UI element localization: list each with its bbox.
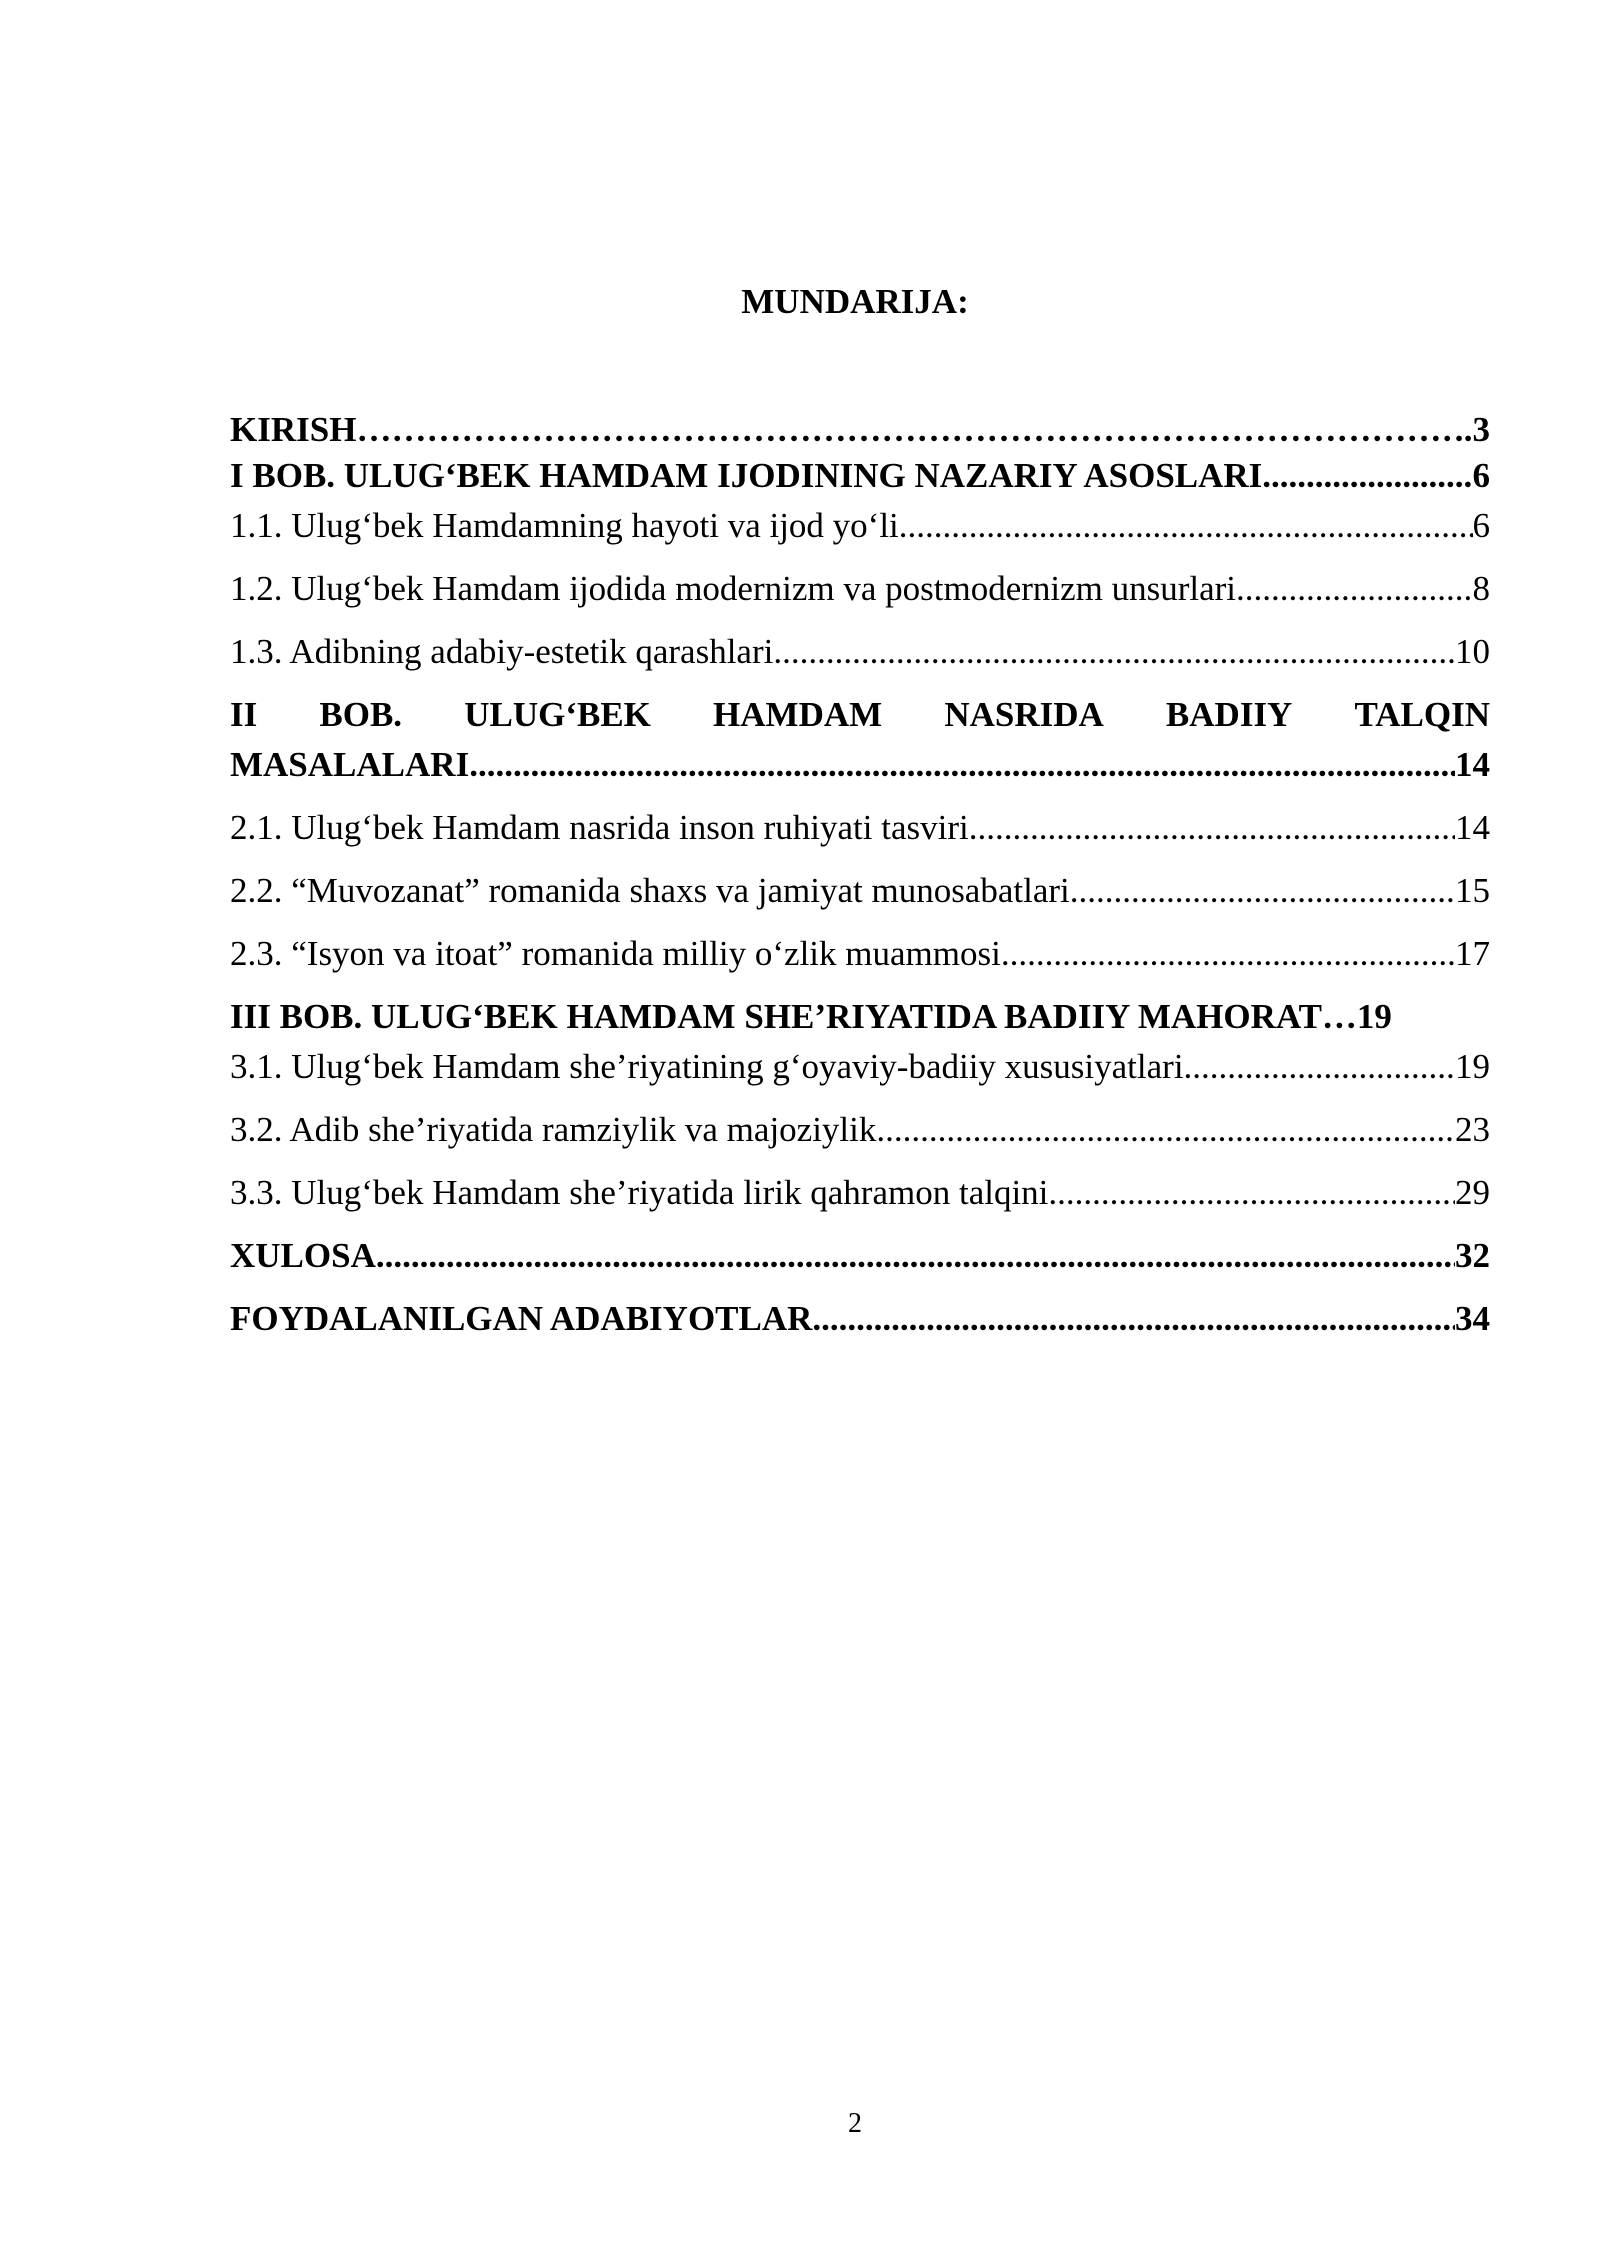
toc-entry-label: 2.3. “Isyon va itoat” romanida milliy o‘zlik muammosi	[230, 934, 1001, 973]
toc-entry-section-1-2[interactable]	[230, 564, 1490, 627]
toc-leader-dots	[376, 1231, 1455, 1281]
toc-entry-kirish[interactable]	[230, 408, 1490, 451]
toc-leader-dots	[1070, 866, 1455, 916]
toc-entry-chapter-3[interactable]	[230, 992, 1490, 1042]
toc-entry-section-2-3[interactable]	[230, 929, 1490, 992]
toc-word: BADIIY	[1165, 695, 1293, 734]
toc-entry-xulosa[interactable]	[230, 1231, 1490, 1294]
toc-entry-page: 10	[1455, 632, 1490, 671]
toc-entry-label: KIRISH	[230, 410, 357, 449]
toc-leader-dots	[899, 501, 1473, 551]
toc-entry-page: 6	[1472, 456, 1490, 495]
toc-entry-page: 29	[1455, 1173, 1490, 1212]
toc-entry-label: 2.2. “Muvozanat” romanida shaxs va jamiyat munosabatlari	[230, 871, 1070, 910]
toc-leader-dots	[773, 627, 1455, 677]
toc-word: BOB.	[319, 695, 403, 734]
toc-entry-section-3-2[interactable]	[230, 1105, 1490, 1168]
toc-leader-dots	[1236, 564, 1472, 614]
toc-entry-page: 8	[1472, 569, 1490, 608]
toc-entry-page: 14	[1455, 808, 1490, 847]
toc-entry-label: 2.1. Ulug‘bek Hamdam nasrida inson ruhiyati tasviri	[230, 808, 969, 847]
toc-entry-label-line-2	[230, 740, 1490, 803]
toc-entry-label: 1.2. Ulug‘bek Hamdam ijodida modernizm va postmodernizm unsurlari	[230, 569, 1237, 608]
toc-entry-label: XULOSA	[230, 1236, 376, 1275]
toc-entry-label: FOYDALANILGAN ADABIYOTLAR	[230, 1299, 813, 1338]
toc-entry-page: 19	[1455, 1047, 1490, 1086]
toc-entry-page: 6	[1472, 506, 1490, 545]
toc-word: TALQIN	[1354, 695, 1490, 734]
toc-entry-chapter-1[interactable]	[230, 451, 1490, 501]
page-number: 2	[848, 2108, 862, 2139]
toc-entry-page: 23	[1455, 1110, 1490, 1149]
toc-leader-dots	[1001, 929, 1455, 979]
table-of-contents	[230, 408, 1490, 1344]
toc-entry-section-1-3[interactable]	[230, 627, 1490, 690]
page-title: MUNDARIJA:	[741, 282, 969, 321]
toc-entry-page: 17	[1455, 934, 1490, 973]
toc-entry-page: .3	[1463, 410, 1490, 449]
toc-entry-chapter-2[interactable]	[230, 690, 1490, 803]
toc-entry-label: 3.3. Ulug‘bek Hamdam she’riyatida lirik qahramon talqini	[230, 1173, 1049, 1212]
toc-leader-dots	[1262, 451, 1472, 501]
toc-word: II	[230, 695, 258, 734]
toc-leader-dots	[356, 408, 1463, 451]
toc-leader-dots	[469, 740, 1455, 790]
toc-entry-page: 32	[1455, 1236, 1490, 1275]
toc-leader-dots	[1048, 1168, 1455, 1218]
toc-leader-dots	[1184, 1042, 1455, 1092]
toc-entry-page: 15	[1455, 871, 1490, 910]
toc-entry-label-line-1	[230, 690, 1490, 740]
toc-entry-label: I BOB. ULUG‘BEK HAMDAM IJODINING NAZARIY ASOSLARI	[230, 456, 1263, 495]
toc-word: HAMDAM	[713, 695, 883, 734]
toc-leader-dots	[812, 1294, 1455, 1344]
toc-entry-label: 1.1. Ulug‘bek Hamdamning hayoti va ijod yo‘li	[230, 506, 899, 545]
toc-entry-label: 3.1. Ulug‘bek Hamdam she’riyatining g‘oyaviy-badiiy xususiyatlari	[230, 1047, 1184, 1086]
toc-entry-label: 1.3. Adibning adabiy-estetik qarashlari	[230, 632, 774, 671]
toc-entry-section-3-3[interactable]	[230, 1168, 1490, 1231]
toc-entry-page: 34	[1455, 1299, 1490, 1338]
toc-leader-dots	[876, 1105, 1455, 1155]
toc-entry-label: 3.2. Adib she’riyatida ramziylik va majoziylik	[230, 1110, 877, 1149]
toc-leader-dots	[969, 803, 1455, 853]
toc-entry-section-2-1[interactable]	[230, 803, 1490, 866]
toc-word: NASRIDA	[944, 695, 1104, 734]
toc-entry-section-3-1[interactable]	[230, 1042, 1490, 1105]
toc-entry-label: MASALALARI	[230, 745, 470, 784]
toc-word: ULUG‘BEK	[464, 695, 651, 734]
toc-entry-label: III BOB. ULUG‘BEK HAMDAM SHE’RIYATIDA BADIIY MAHORAT…19	[230, 997, 1392, 1036]
toc-entry-adabiyotlar[interactable]	[230, 1294, 1490, 1344]
toc-entry-section-1-1[interactable]	[230, 501, 1490, 564]
toc-entry-page: 14	[1455, 745, 1490, 784]
toc-entry-section-2-2[interactable]	[230, 866, 1490, 929]
